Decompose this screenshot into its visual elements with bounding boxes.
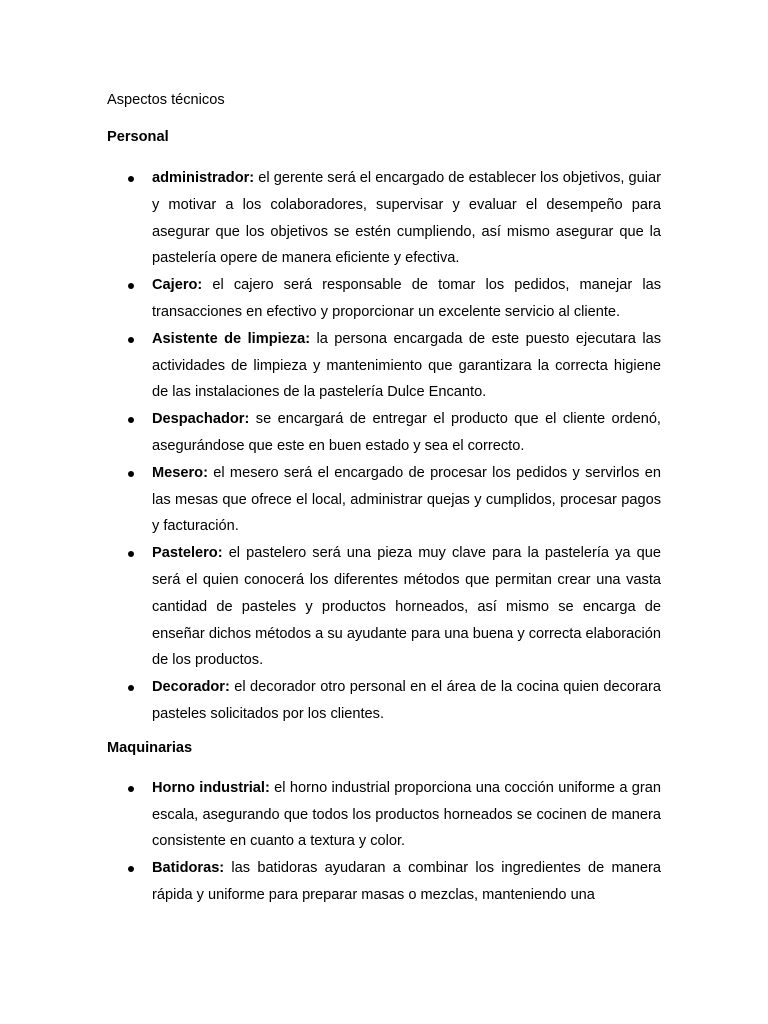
item-term: Mesero: bbox=[152, 464, 208, 481]
section-heading-maquinarias: Maquinarias bbox=[107, 739, 193, 756]
bullet-icon bbox=[128, 866, 134, 872]
list-item bbox=[107, 775, 661, 855]
item-text: el gerente será el encargado de establecer los objetivos, guiar y motivar a los colaboradores, supervisar y evaluar el desempeño para asegurar que los objetivos se estén cumpliendo, así mismo asegurar que la pastelería opere de manera eficiente y efectiva. bbox=[152, 170, 661, 267]
bullet-icon bbox=[128, 551, 134, 557]
bullet-icon bbox=[128, 176, 134, 182]
item-term: Decorador: bbox=[152, 679, 230, 696]
item-term: Despachador: bbox=[152, 411, 250, 428]
item-term: Horno industrial: bbox=[152, 779, 270, 796]
item-text: el pastelero será una pieza muy clave para la pastelería ya que será el quien conocerá los diferentes métodos que permitan crear una vasta cantidad de pasteles y productos horneados, así mismo se encarga de enseñar dichos métodos a su ayudante para una buena y correcta elaboración de los productos. bbox=[152, 545, 661, 669]
bullet-icon bbox=[128, 283, 134, 289]
list-item bbox=[107, 855, 661, 909]
bullet-icon bbox=[128, 471, 134, 477]
bullet-icon bbox=[128, 685, 134, 691]
item-term: Asistente de limpieza: bbox=[152, 330, 311, 347]
list-item bbox=[107, 406, 661, 460]
item-text: se encargará de entregar el producto que el cliente ordenó, asegurándose que este en buen estado y sea el correcto. bbox=[152, 411, 661, 454]
item-text: la persona encargada de este puesto ejecutara las actividades de limpieza y mantenimiento que garantizara la correcta higiene de las instalaciones de la pastelería Dulce Encanto. bbox=[152, 330, 661, 401]
list-item bbox=[107, 272, 661, 326]
list-item bbox=[107, 326, 661, 406]
item-term: administrador: bbox=[152, 170, 255, 186]
maquinarias-list bbox=[107, 775, 661, 909]
section-heading-personal: Personal bbox=[107, 129, 169, 145]
list-item bbox=[107, 540, 661, 674]
bullet-icon bbox=[128, 417, 134, 423]
document-page bbox=[107, 90, 661, 909]
item-text: el mesero será el encargado de procesar los pedidos y servirlos en las mesas que ofrece el local, administrar quejas y cumplidos, procesar pagos y facturación. bbox=[152, 464, 661, 535]
document-title: Aspectos técnicos bbox=[107, 92, 225, 108]
item-term: Cajero: bbox=[152, 277, 203, 294]
item-text: el cajero será responsable de tomar los pedidos, manejar las transacciones en efectivo y proporcionar un excelente servicio al cliente. bbox=[152, 277, 661, 320]
item-text: el decorador otro personal en el área de la cocina quien decorara pasteles solicitados por los clientes. bbox=[152, 679, 661, 722]
item-term: Pastelero: bbox=[152, 545, 223, 562]
list-item bbox=[107, 674, 661, 728]
item-text: el horno industrial proporciona una cocción uniforme a gran escala, asegurando que todos los productos horneados se cocinen de manera consistente en cuanto a textura y color. bbox=[152, 779, 661, 850]
personal-list bbox=[107, 165, 661, 728]
bullet-icon bbox=[128, 337, 134, 343]
list-item bbox=[107, 165, 661, 272]
bullet-icon bbox=[128, 786, 134, 792]
item-text: las batidoras ayudaran a combinar los ingredientes de manera rápida y uniforme para preparar masas o mezclas, manteniendo una bbox=[152, 860, 661, 903]
list-item bbox=[107, 460, 661, 540]
item-term: Batidoras: bbox=[152, 860, 225, 877]
